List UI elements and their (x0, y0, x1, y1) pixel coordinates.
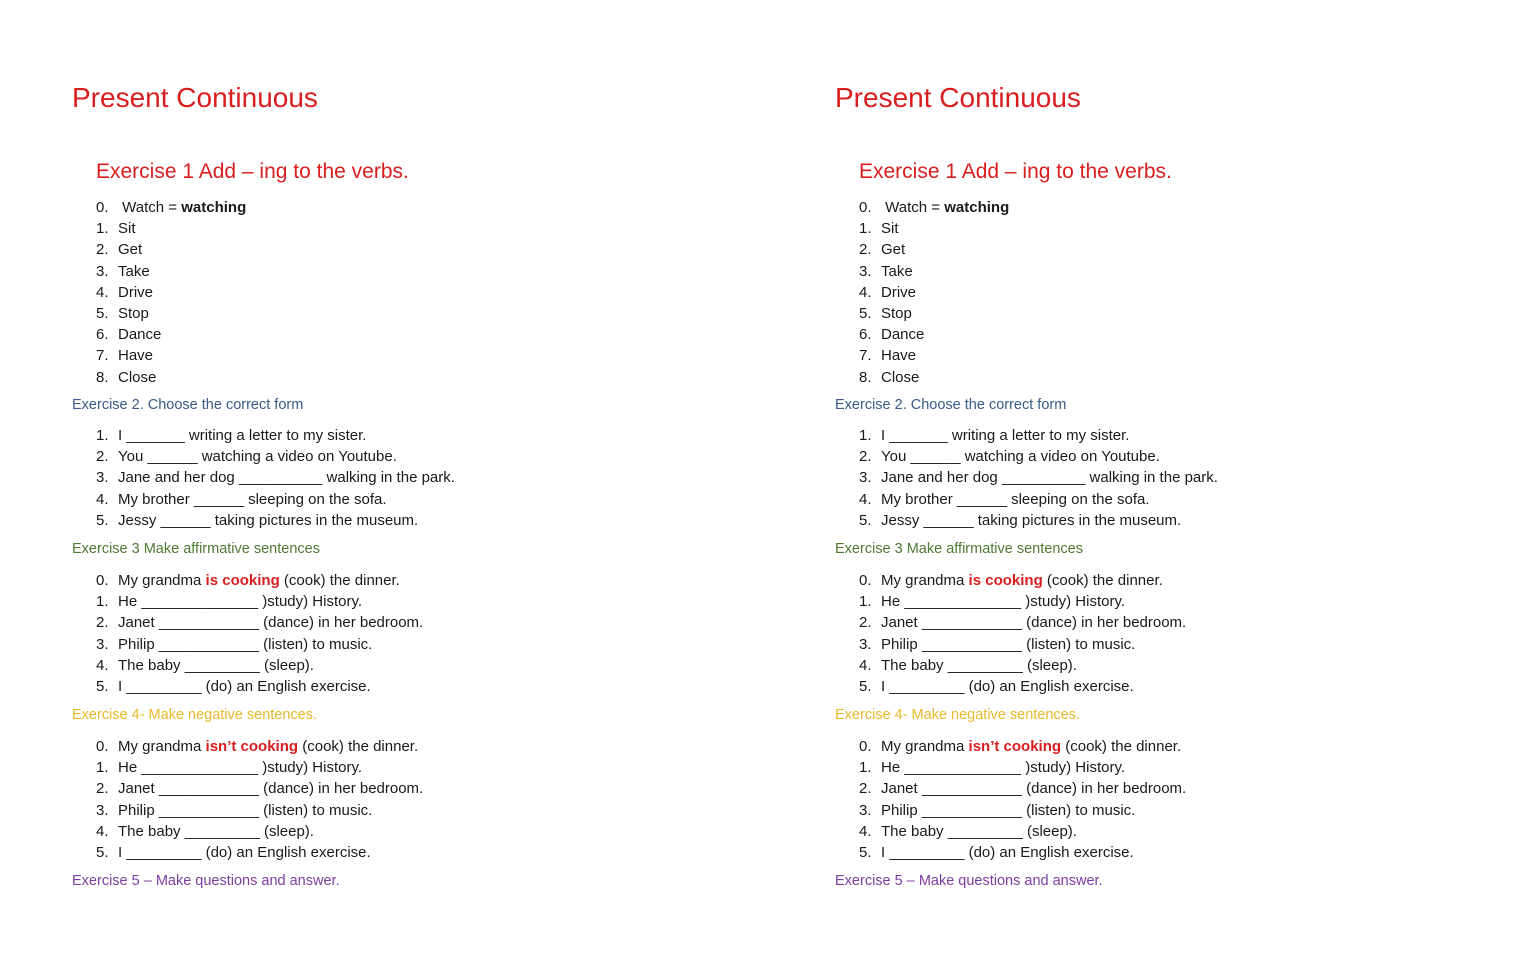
exercise-2-list (859, 425, 1218, 531)
exercise-3-list (859, 570, 1186, 697)
item-text: Jessy ______ taking pictures in the museum. (881, 511, 1182, 529)
item-number: 5. (96, 677, 109, 695)
item-number: 1. (859, 593, 872, 611)
item-text: My brother ______ sleeping on the sofa. (118, 490, 387, 508)
item-number: 0. (96, 572, 109, 589)
item-number: 2. (859, 448, 872, 466)
worksheet-title: Present Continuous (835, 82, 1081, 113)
list-item (859, 489, 1218, 510)
list-item (96, 778, 423, 799)
item-text: Philip ____________ (listen) to music. (881, 801, 1136, 819)
item-number: 4. (96, 822, 109, 840)
list-item (859, 821, 1186, 842)
item-text: I _________ (do) an English exercise. (118, 843, 371, 861)
item-text: Close (881, 368, 920, 386)
item-text: He ______________ )study) History. (118, 593, 363, 611)
item-number: 5. (859, 677, 872, 695)
exercise-4-list (859, 736, 1186, 863)
list-item (96, 446, 455, 467)
list-item (859, 676, 1186, 697)
example-pre: My grandma (881, 738, 969, 755)
item-number: 3. (96, 635, 109, 653)
example-post: (cook) the dinner. (1061, 738, 1182, 755)
exercise-1-list (96, 197, 246, 388)
item-text: I _______ writing a letter to my sister. (118, 427, 367, 444)
item-text: Drive (118, 283, 154, 301)
list-item (859, 510, 1218, 531)
example-post: (cook) the dinner. (279, 572, 400, 589)
list-item (96, 303, 246, 324)
list-item (859, 467, 1218, 488)
list-item (96, 367, 246, 388)
item-text: The baby _________ (sleep). (881, 656, 1077, 674)
exercise-2-title: Exercise 2. Choose the correct form (72, 397, 304, 413)
item-text: Philip ____________ (listen) to music. (881, 635, 1136, 653)
item-text: Drive (881, 283, 917, 301)
list-item (859, 612, 1186, 633)
list-item (859, 261, 1009, 282)
example-answer: watching (181, 199, 247, 216)
example-pre: My grandma (118, 738, 206, 755)
list-item (859, 282, 1009, 303)
item-text: I _________ (do) an English exercise. (881, 677, 1134, 695)
item-text: He ______________ )study) History. (118, 759, 363, 777)
exercise-1-example (96, 197, 246, 218)
item-text: Take (118, 262, 150, 280)
item-text: Jessy ______ taking pictures in the museum. (118, 511, 419, 529)
list-item (96, 800, 423, 821)
exercise-1-title: Exercise 1 Add – ing to the verbs. (96, 160, 409, 183)
item-number: 3. (96, 469, 109, 487)
exercise-1-list (859, 197, 1009, 388)
list-item (859, 303, 1009, 324)
item-text: Janet ____________ (dance) in her bedroom. (118, 614, 424, 632)
list-item (96, 261, 246, 282)
list-item (96, 324, 246, 345)
list-item (96, 239, 246, 260)
item-number: 0. (859, 199, 872, 216)
item-number: 4. (859, 490, 872, 508)
list-item (859, 239, 1009, 260)
item-text: Janet ____________ (dance) in her bedroom. (881, 780, 1187, 798)
item-number: 1. (859, 759, 872, 777)
item-text: Have (881, 347, 917, 365)
list-item (859, 634, 1186, 655)
item-text: You ______ watching a video on Youtube. (881, 448, 1160, 466)
item-text: Philip ____________ (listen) to music. (118, 635, 373, 653)
item-number: 3. (859, 262, 872, 280)
list-item (859, 367, 1009, 388)
exercise-5-title: Exercise 5 – Make questions and answer. (835, 873, 1103, 889)
item-number: 2. (859, 780, 872, 798)
item-text: Sit (881, 220, 899, 238)
exercise-1-example (859, 197, 1009, 218)
item-number: 0. (96, 199, 109, 216)
item-text: Janet ____________ (dance) in her bedroom. (118, 780, 424, 798)
item-number: 3. (96, 262, 109, 280)
item-text: I _________ (do) an English exercise. (118, 677, 371, 695)
item-number: 2. (96, 241, 109, 259)
list-item (96, 634, 423, 655)
worksheet-page-right (835, 0, 1534, 961)
item-number: 4. (96, 656, 109, 674)
item-number: 6. (96, 326, 109, 344)
item-text: The baby _________ (sleep). (118, 656, 314, 674)
item-number: 0. (96, 738, 109, 755)
list-item (96, 757, 423, 778)
item-text: Dance (118, 326, 162, 344)
exercise-4-example (859, 736, 1186, 757)
item-text: The baby _________ (sleep). (118, 822, 314, 840)
item-text: Get (118, 241, 143, 259)
item-text: Take (881, 262, 913, 280)
item-text: Close (118, 368, 157, 386)
item-number: 8. (859, 368, 872, 386)
item-number: 1. (96, 759, 109, 777)
list-item (859, 591, 1186, 612)
item-text: Sit (118, 220, 136, 238)
item-text: I _________ (do) an English exercise. (881, 843, 1134, 861)
item-number: 4. (859, 822, 872, 840)
item-number: 1. (96, 593, 109, 611)
example-verb: Watch = (122, 199, 182, 216)
list-item (96, 510, 455, 531)
item-number: 5. (859, 843, 872, 861)
example-answer: is cooking (205, 572, 280, 589)
exercise-3-title: Exercise 3 Make affirmative sentences (72, 541, 320, 557)
example-answer: isn’t cooking (968, 738, 1062, 755)
exercise-3-example (859, 570, 1186, 591)
item-text: I _______ writing a letter to my sister. (881, 427, 1130, 444)
item-text: The baby _________ (sleep). (881, 822, 1077, 840)
list-item (859, 345, 1009, 366)
list-item (96, 591, 423, 612)
item-number: 5. (96, 511, 109, 529)
example-post: (cook) the dinner. (1042, 572, 1163, 589)
item-number: 2. (859, 241, 872, 259)
item-text: Stop (118, 304, 149, 322)
item-number: 3. (96, 801, 109, 819)
item-number: 4. (96, 283, 109, 301)
item-text: Stop (881, 304, 912, 322)
example-post: (cook) the dinner. (298, 738, 419, 755)
list-item (96, 467, 455, 488)
list-item (96, 345, 246, 366)
list-item (859, 425, 1218, 446)
exercise-2-list (96, 425, 455, 531)
exercise-4-example (96, 736, 423, 757)
worksheet-page-left (72, 0, 812, 961)
list-item (859, 757, 1186, 778)
item-number: 7. (859, 347, 872, 365)
item-number: 1. (96, 220, 109, 238)
exercise-4-title: Exercise 4- Make negative sentences. (835, 707, 1081, 723)
item-number: 3. (859, 635, 872, 653)
list-item (96, 425, 455, 446)
example-pre: My grandma (118, 572, 206, 589)
exercise-3-title: Exercise 3 Make affirmative sentences (835, 541, 1083, 557)
list-item (859, 446, 1218, 467)
item-text: You ______ watching a video on Youtube. (118, 448, 397, 466)
item-number: 1. (859, 427, 872, 444)
item-number: 2. (96, 448, 109, 466)
list-item (96, 218, 246, 239)
exercise-2-title: Exercise 2. Choose the correct form (835, 397, 1067, 413)
exercise-5-title: Exercise 5 – Make questions and answer. (72, 873, 340, 889)
item-number: 1. (96, 427, 109, 444)
list-item (859, 218, 1009, 239)
item-number: 4. (859, 656, 872, 674)
item-text: Janet ____________ (dance) in her bedroom. (881, 614, 1187, 632)
list-item (96, 612, 423, 633)
item-text: Get (881, 241, 906, 259)
item-number: 3. (859, 469, 872, 487)
list-item (859, 800, 1186, 821)
item-number: 5. (859, 511, 872, 529)
list-item (96, 842, 423, 863)
item-number: 5. (96, 843, 109, 861)
item-number: 0. (859, 572, 872, 589)
item-number: 0. (859, 738, 872, 755)
item-number: 7. (96, 347, 109, 365)
list-item (96, 655, 423, 676)
item-number: 5. (96, 304, 109, 322)
list-item (859, 655, 1186, 676)
list-item (859, 778, 1186, 799)
example-pre: My grandma (881, 572, 969, 589)
worksheet-title: Present Continuous (72, 82, 318, 113)
example-answer: isn’t cooking (205, 738, 299, 755)
item-text: He ______________ )study) History. (881, 593, 1126, 611)
item-number: 5. (859, 304, 872, 322)
item-text: He ______________ )study) History. (881, 759, 1126, 777)
item-number: 3. (859, 801, 872, 819)
list-item (96, 821, 423, 842)
item-number: 6. (859, 326, 872, 344)
list-item (96, 282, 246, 303)
list-item (859, 324, 1009, 345)
example-verb: Watch = (885, 199, 945, 216)
exercise-4-list (96, 736, 423, 863)
item-text: Philip ____________ (listen) to music. (118, 801, 373, 819)
item-number: 2. (859, 614, 872, 632)
item-text: My brother ______ sleeping on the sofa. (881, 490, 1150, 508)
list-item (859, 842, 1186, 863)
example-answer: watching (944, 199, 1010, 216)
item-number: 4. (859, 283, 872, 301)
item-number: 2. (96, 614, 109, 632)
item-number: 4. (96, 490, 109, 508)
exercise-1-title: Exercise 1 Add – ing to the verbs. (859, 160, 1172, 183)
exercise-3-example (96, 570, 423, 591)
exercise-4-title: Exercise 4- Make negative sentences. (72, 707, 318, 723)
list-item (96, 676, 423, 697)
exercise-3-list (96, 570, 423, 697)
item-text: Jane and her dog __________ walking in the park. (881, 469, 1218, 487)
item-text: Jane and her dog __________ walking in the park. (118, 469, 455, 487)
item-number: 8. (96, 368, 109, 386)
item-text: Have (118, 347, 154, 365)
list-item (96, 489, 455, 510)
item-text: Dance (881, 326, 925, 344)
item-number: 2. (96, 780, 109, 798)
example-answer: is cooking (968, 572, 1043, 589)
item-number: 1. (859, 220, 872, 238)
